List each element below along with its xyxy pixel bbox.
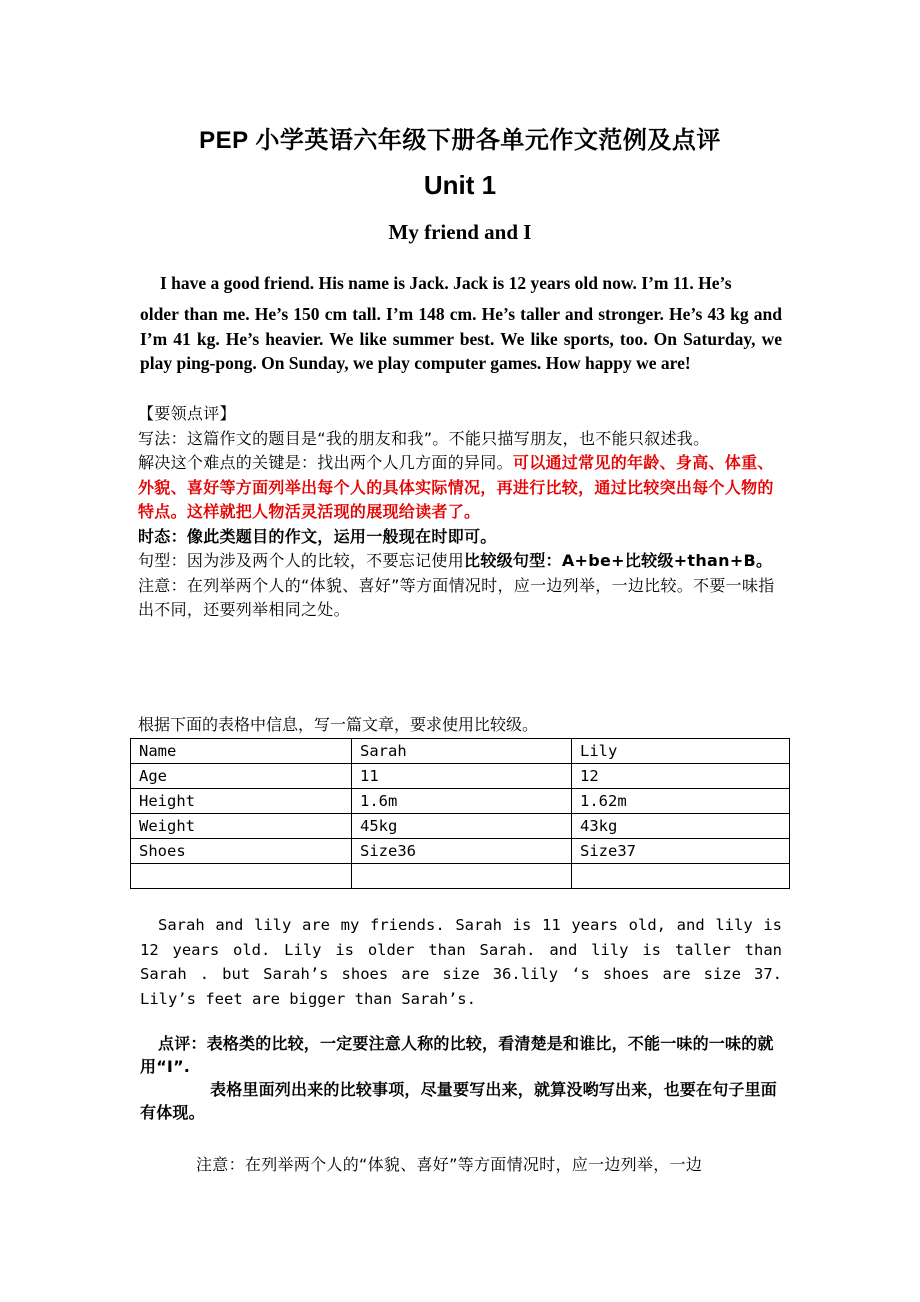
example-answer-text: Sarah and lily are my friends. Sarah is 11 years old, and lily is 12 years old. Lily is older than Sarah. and lily is taller than Sarah . but Sarah’s shoes are size 36.lily ‘s shoes are size 37. Lily’s feet are bigger than Sarah’s. (140, 916, 782, 1008)
table-cell: Lily (572, 739, 790, 764)
table-cell (131, 864, 352, 889)
table-cell: Weight (131, 814, 352, 839)
essay-body: older than me. He’s 150 cm tall. I’m 148 cm. He’s taller and stronger. He’s 43 kg and I’m 41 kg. He’s heavier. We like summer best. We like sports, too. On Saturday, we play ping-pong. On Sunday, we play computer games. How happy we are! (140, 304, 782, 373)
essay-title: My friend and I (388, 220, 532, 244)
table-row (131, 814, 790, 839)
table-cell: 1.6m (352, 789, 572, 814)
example-answer (140, 913, 782, 1011)
sentence-pattern-text: 句型：因为涉及两个人的比较，不要忘记使用 (138, 551, 465, 570)
writing-method: 写法：这篇作文的题目是“我的朋友和我”。不能只描写朋友，也不能只叙述我。 (138, 428, 710, 448)
review-paragraph-1: 点评：表格类的比较，一定要注意人称的比较，看清楚是和谁比，不能一味的一味的就用“I”. (140, 1034, 774, 1076)
table-row (131, 789, 790, 814)
table-cell: Height (131, 789, 352, 814)
review-section (140, 1032, 782, 1124)
key-point-text: 解决这个难点的关键是：找出两个人几方面的异同。 (138, 453, 513, 472)
sentence-pattern (138, 549, 786, 574)
table-row (131, 839, 790, 864)
table-row (131, 739, 790, 764)
commentary-heading: 【要领点评】 (138, 404, 236, 423)
table-cell (572, 864, 790, 889)
key-point (138, 451, 786, 525)
commentary-section (138, 402, 786, 623)
table-cell: 12 (572, 764, 790, 789)
essay-first-line: I have a good friend. His name is Jack. Jack is 12 years old now. I’m 11. He’s (160, 273, 732, 293)
table-cell: 45kg (352, 814, 572, 839)
attention-note: 注意：在列举两个人的“体貌、喜好”等方面情况时，应一边列举，一边比较。不要一味指出不同，还要列举相同之处。 (138, 575, 775, 619)
model-essay (140, 268, 782, 376)
task-instruction: 根据下面的表格中信息，写一篇文章，要求使用比较级。 (138, 715, 539, 734)
table-cell: 1.62m (572, 789, 790, 814)
table-cell: Age (131, 764, 352, 789)
table-cell: 11 (352, 764, 572, 789)
sentence-pattern-formula: 比较级句型：A+be+比较级+than+B。 (464, 551, 773, 570)
tense-note: 时态：像此类题目的作文，运用一般现在时即可。 (138, 526, 497, 546)
table-cell: Name (131, 739, 352, 764)
comparison-table (130, 738, 790, 889)
table-row (131, 864, 790, 889)
document-title: PEP 小学英语六年级下册各单元作文范例及点评 (199, 127, 721, 154)
table-cell: Shoes (131, 839, 352, 864)
table-cell: Sarah (352, 739, 572, 764)
table-cell: 43kg (572, 814, 790, 839)
table-cell: Size36 (352, 839, 572, 864)
key-point-highlight: 可以通过常见的年龄、身高、体重、外貌、喜好等方面列举出每个人的具体实际情况，再进行比较，通过比较突出每个人物的特点。这样就把人物活灵活现的展现给读者了。 (138, 453, 774, 521)
table-row (131, 764, 790, 789)
footer-note: 注意：在列举两个人的“体貌、喜好”等方面情况时，应一边列举，一边 (196, 1155, 703, 1174)
table-cell (352, 864, 572, 889)
unit-title: Unit 1 (423, 170, 497, 200)
review-paragraph-2: 表格里面列出来的比较事项，尽量要写出来，就算没哟写出来，也要在句子里面有体现。 (140, 1080, 778, 1122)
table-cell: Size37 (572, 839, 790, 864)
